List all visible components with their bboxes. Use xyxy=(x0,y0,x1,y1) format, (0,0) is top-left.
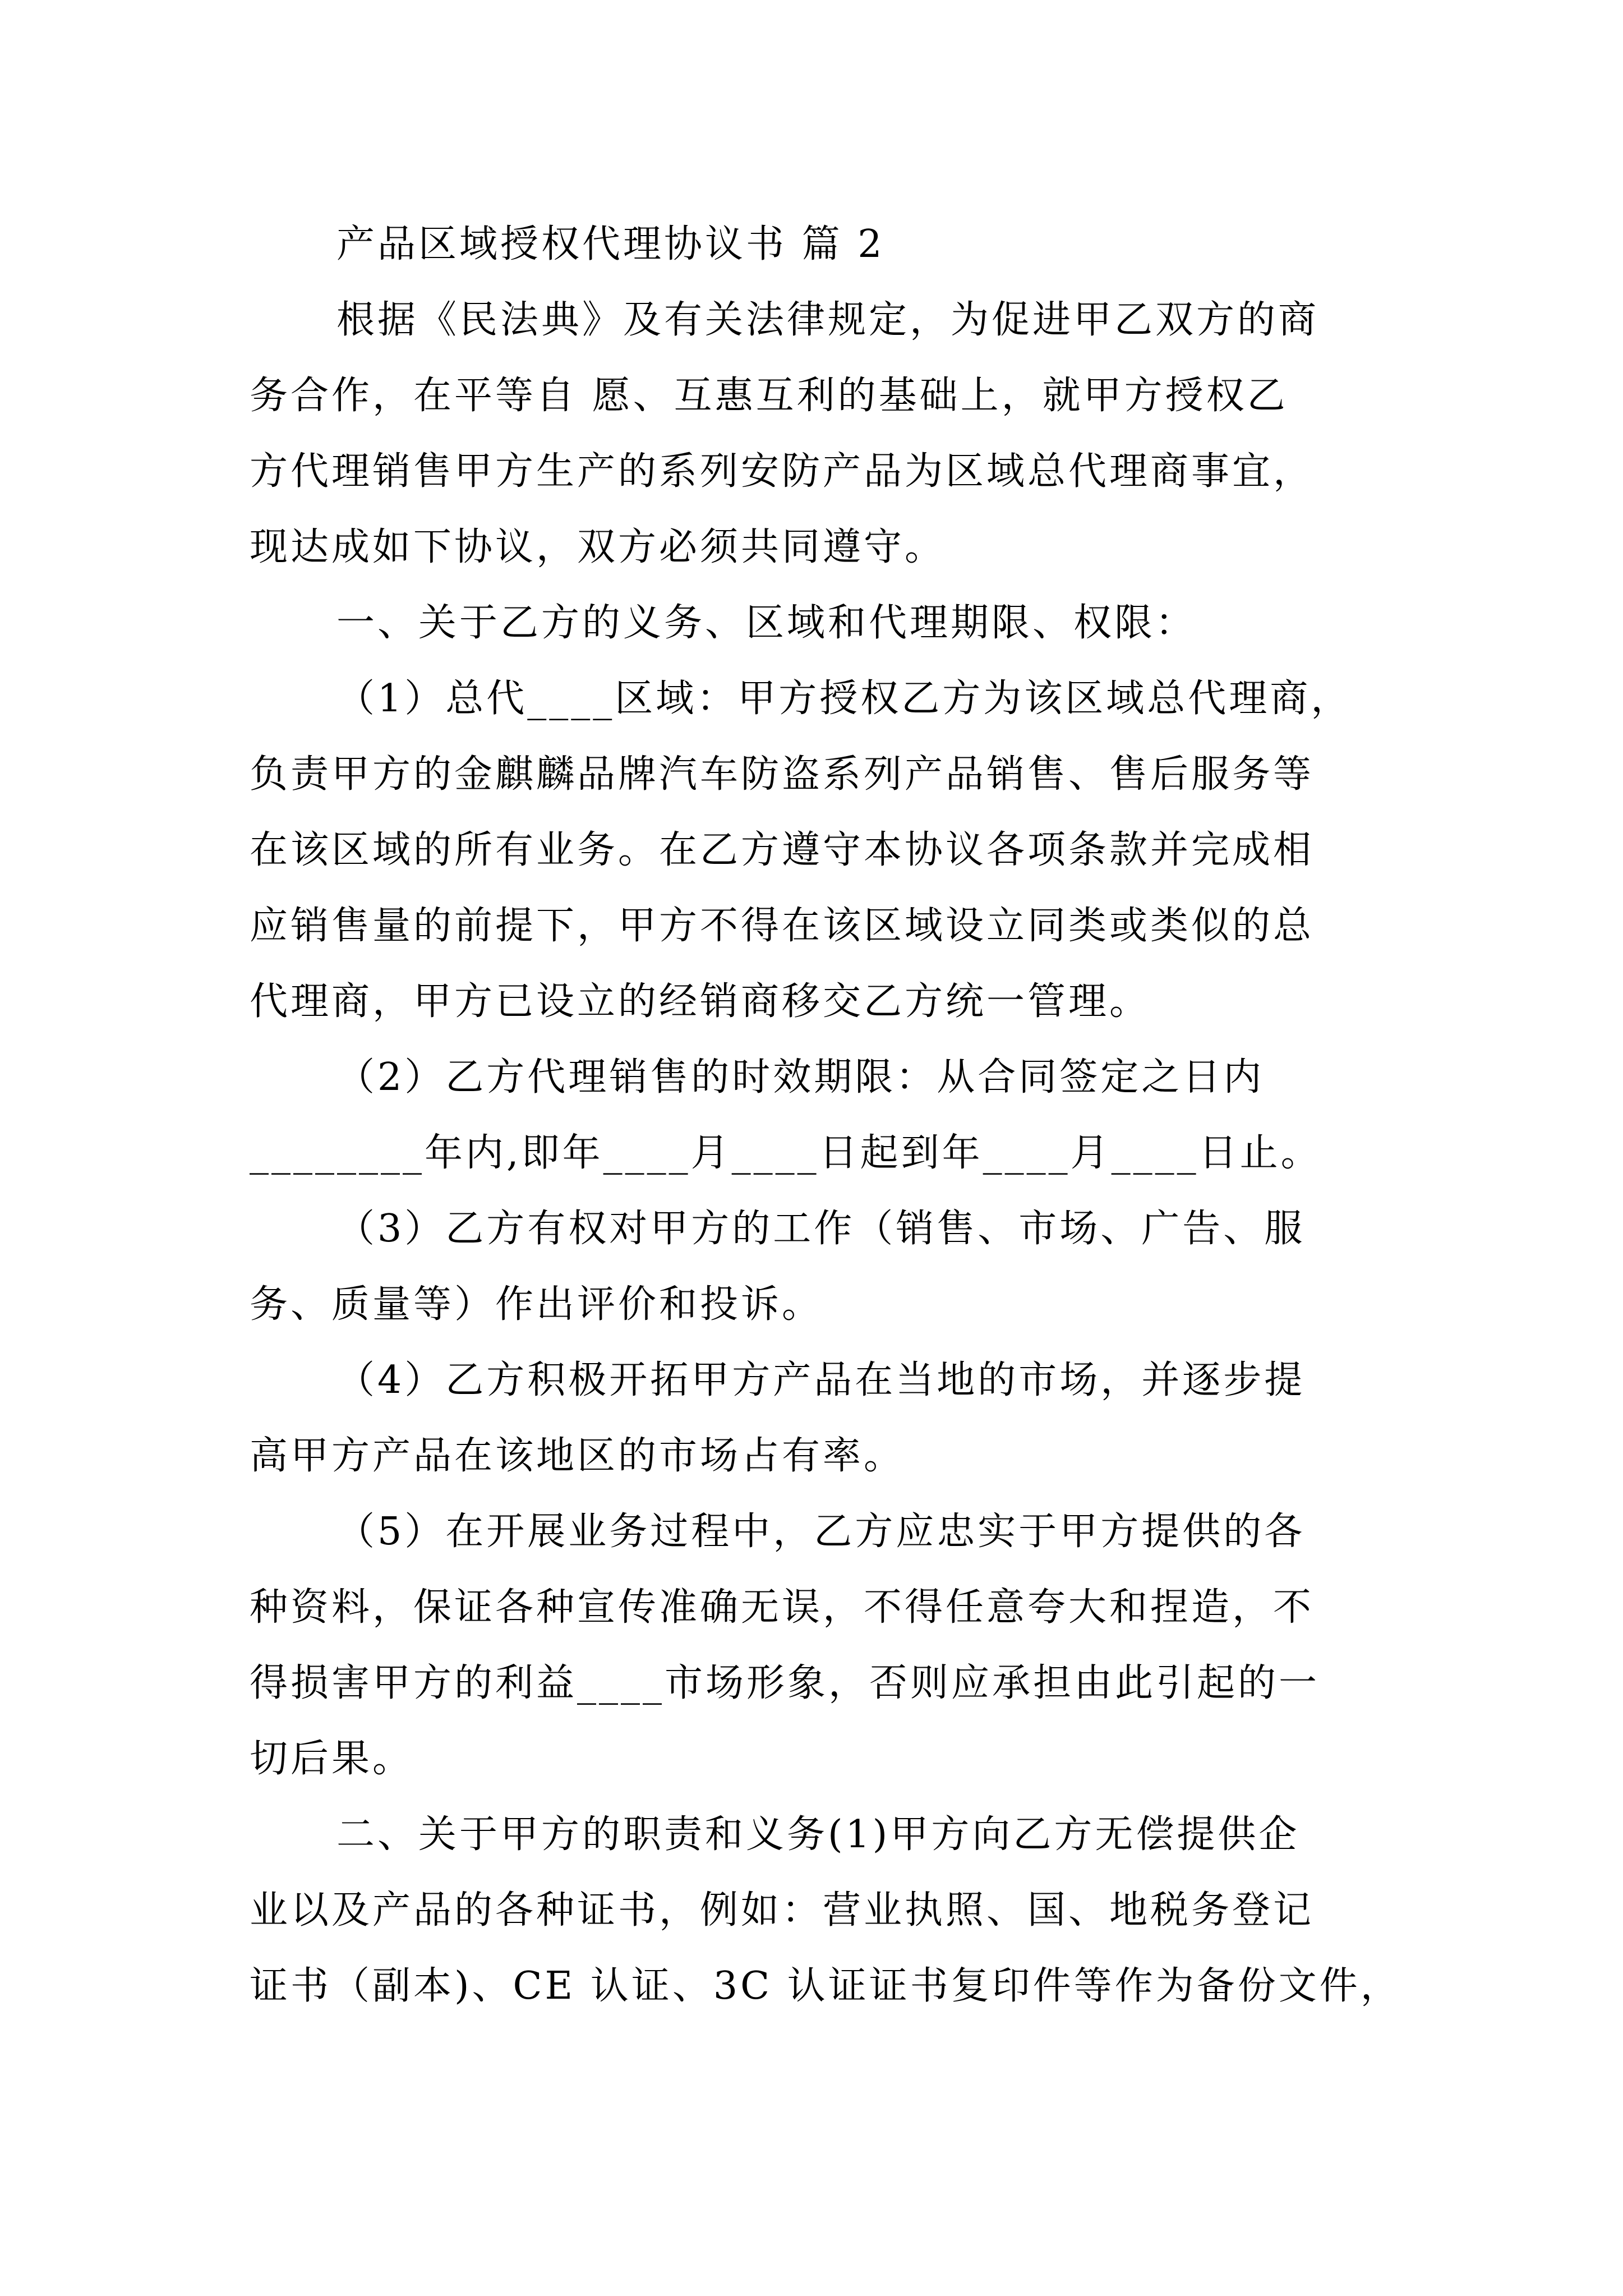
paragraph-line: 得损害甲方的利益____市场形象，否则应承担由此引起的一 xyxy=(250,1661,1320,1705)
paragraph-line: 一、关于乙方的义务、区域和代理期限、权限： xyxy=(336,601,1197,645)
paragraph-line: （2）乙方代理销售的时效期限：从合同签定之日内 xyxy=(336,1055,1265,1099)
paragraph-line: （3）乙方有权对甲方的工作（销售、市场、广告、服 xyxy=(336,1207,1306,1251)
paragraph-line: ________年内,即年____月____日起到年____月____日止。 xyxy=(250,1131,1322,1175)
document-title: 产品区域授权代理协议书 篇 2 xyxy=(336,222,885,266)
paragraph-line: （5）在开展业务过程中，乙方应忠实于甲方提供的各 xyxy=(336,1510,1306,1554)
paragraph-line: 种资料，保证各种宣传准确无误，不得任意夸大和捏造，不 xyxy=(250,1585,1315,1630)
paragraph-line: 方代理销售甲方生产的系列安防产品为区域总代理商事宜， xyxy=(250,449,1315,494)
paragraph-line: 务、质量等）作出评价和投诉。 xyxy=(250,1282,823,1327)
paragraph-line: 负责甲方的金麒麟品牌汽车防盗系列产品销售、售后服务等 xyxy=(250,752,1315,797)
paragraph-line: 切后果。 xyxy=(250,1737,414,1781)
paragraph-line: （4）乙方积极开拓甲方产品在当地的市场，并逐步提 xyxy=(336,1358,1306,1402)
paragraph-line: 高甲方产品在该地区的市场占有率。 xyxy=(250,1434,905,1478)
paragraph-line: 现达成如下协议，双方必须共同遵守。 xyxy=(250,525,946,569)
paragraph-line: 业以及产品的各种证书，例如：营业执照、国、地税务登记 xyxy=(250,1888,1315,1932)
paragraph-line: 代理商，甲方已设立的经销商移交乙方统一管理。 xyxy=(250,979,1151,1024)
paragraph-line: 根据《民法典》及有关法律规定，为促进甲乙双方的商 xyxy=(336,298,1320,342)
paragraph-line: 在该区域的所有业务。在乙方遵守本协议各项条款并完成相 xyxy=(250,828,1315,872)
paragraph-line: 应销售量的前提下，甲方不得在该区域设立同类或类似的总 xyxy=(250,904,1315,948)
paragraph-line: 证书（副本)、CE 认证、3C 认证证书复印件等作为备份文件， xyxy=(250,1964,1401,2008)
paragraph-line: 务合作，在平等自 愿、互惠互利的基础上，就甲方授权乙 xyxy=(250,374,1288,418)
paragraph-line: （1）总代____区域：甲方授权乙方为该区域总代理商， xyxy=(336,677,1352,721)
paragraph-line: 二、关于甲方的职责和义务(1)甲方向乙方无偿提供企 xyxy=(336,1812,1300,1857)
